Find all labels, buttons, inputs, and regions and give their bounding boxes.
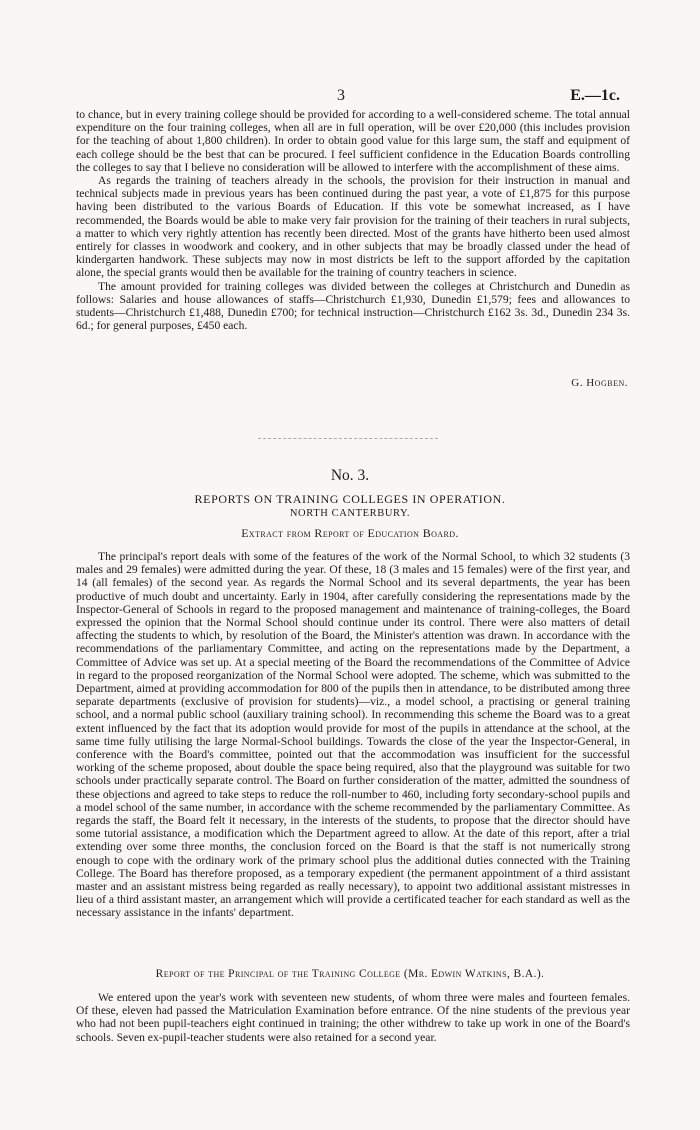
intro-paragraph-2: As regards the training of teachers already in the schools, the provision for their instruction in manual and technical subjects made in previous years has been continued during the past year, a vote of £1,875 for this purpose having been distributed to the various Boards of Education. If this vote be somewhat increased, as I have recommended, the Boards would be able to make very fair provision for the training of their teachers in rural subjects, a matter to which very rightly attention has recently been directed. Most of the grants have hitherto been used almost entirely for classes in woodwork and cookery, and in other subjects that may be broadly classed under the head of kindergarten handwork. These subjects may now in most districts be left to the support afforded by the capitation alone, the special grants would then be available for the training of country teachers in science. — [76, 174, 630, 280]
section-subtitle: NORTH CANTERBURY. — [289, 508, 411, 519]
principal-report-paragraph: We entered upon the year's work with seventeen new students, of whom three were males and fourteen females. Of these, eleven had passed the Matriculation Examination before entrance. Of the nine students of the previous year who had not been pupil-teachers eight continued in training; the other withdrew to take up work in one of the Board's schools. Seven ex-pupil-teacher students were also retained for a second year. — [76, 991, 630, 1044]
intro-section — [76, 108, 630, 332]
section-title: REPORTS ON TRAINING COLLEGES IN OPERATION. — [194, 492, 506, 506]
board-report-paragraph: The principal's report deals with some of the features of the work of the Normal School, to which 32 students (3 males and 29 females) were admitted during the year. Of these, 18 (3 males and 15 females) were of the first year, and 14 (all females) of the second year. As regards the Normal School and its several departments, the year has been productive of much doubt and uncertainty. Early in 1904, after carefully considering the representations made by the Inspector-General of Schools in regard to the proposed management and maintenance of training-colleges, the Board expressed the opinion that the Normal School should continue under its control. There were also matters of detail affecting the students to which, by resolution of the Board, the Minister's attention was drawn. In accordance with the recommendations of the parliamentary Committee, and acting on the representations made by the Department, a Committee of Advice was set up. At a special meeting of the Board the recommendations of the Committee of Advice in regard to the proposed reorganization of the Normal School were adopted. The scheme, which was submitted to the Department, aimed at providing accommodation for 800 of the pupils then in attendance, to be distributed among three separate departments (exclusive of provision for students)—viz., a model school, a practising or general training school, and a normal public school (auxiliary training school). In recommending this scheme the Board was to a great extent influenced by the fact that its adoption would provide for most of the pupils in attendance at the school, at the same time fully utilising the large Normal-School buildings. Towards the close of the year the Inspector-General, in conference with the Board's committee, pointed out that the accommodation was insufficient for the successful working of the scheme proposed, about double the space being required, also that the playground was suitable for two schools under practically separate control. The Board on further consideration of the matter, admitted the soundness of these objections and agreed to take steps to reduce the roll-number to 460, including forty secondary-school pupils and a model school of the same number, in accordance with the scheme recommended by the parliamentary Committee. As regards the staff, the Board felt it necessary, in the interests of the students, to propose that the director should have some tutorial assistance, a modification which the Department agreed to allow. At the date of this report, after a trial extending over some three months, the conclusion forced on the Board is that the staff is not numerically strong enough to cope with the ordinary work of the primary school plus the additional duties connected with the Training College. The Board has therefore proposed, as a temporary expedient (the permanent appointment of a third assistant master and an assistant mistress being regarded as really necessary), to appoint two additional assistant mistresses in lieu of a third assistant master, an arrangement which will provide a certificated teacher for each standard as well as the necessary assistance in the infants' department. — [76, 550, 630, 920]
intro-paragraph-1: to chance, but in every training college should be provided for according to a well-considered scheme. The total annual expenditure on the four training colleges, when all are in full operation, will be over £20,000 (this includes provision for the teaching of about 1,800 children). In order to obtain good value for this large sum, the staff and equipment of each college should be the best that can be procured. I feel sufficient confidence in the Education Boards controlling the colleges to say that I believe no consideration will be allowed to interfere with the accomplishment of these aims. — [76, 108, 630, 174]
principal-report-heading: Report of the Principal of the Training College (Mr. Edwin Watkins, B.A.). — [155, 968, 545, 980]
section-number: No. 3. — [330, 467, 370, 484]
principal-report-section — [76, 991, 630, 1044]
page-number: 3 — [337, 87, 345, 104]
extract-heading: Extract from Report of Education Board. — [241, 526, 459, 540]
board-report-section — [76, 550, 630, 920]
document-reference: E.—1c. — [570, 87, 620, 104]
section-divider — [258, 438, 438, 439]
signature: G. Hogben. — [571, 377, 628, 389]
intro-paragraph-3: The amount provided for training colleges was divided between the colleges at Christchurch and Dunedin as follows: Salaries and house allowances of staffs—Christchurch £1,930, Dunedin £1,579; fees and allowances to students—Christchurch £1,488, Dunedin £700; for technical instruction—Christchurch £162 3s. 3d., Dunedin 234 3s. 6d.; for general purposes, £450 each. — [76, 279, 630, 333]
